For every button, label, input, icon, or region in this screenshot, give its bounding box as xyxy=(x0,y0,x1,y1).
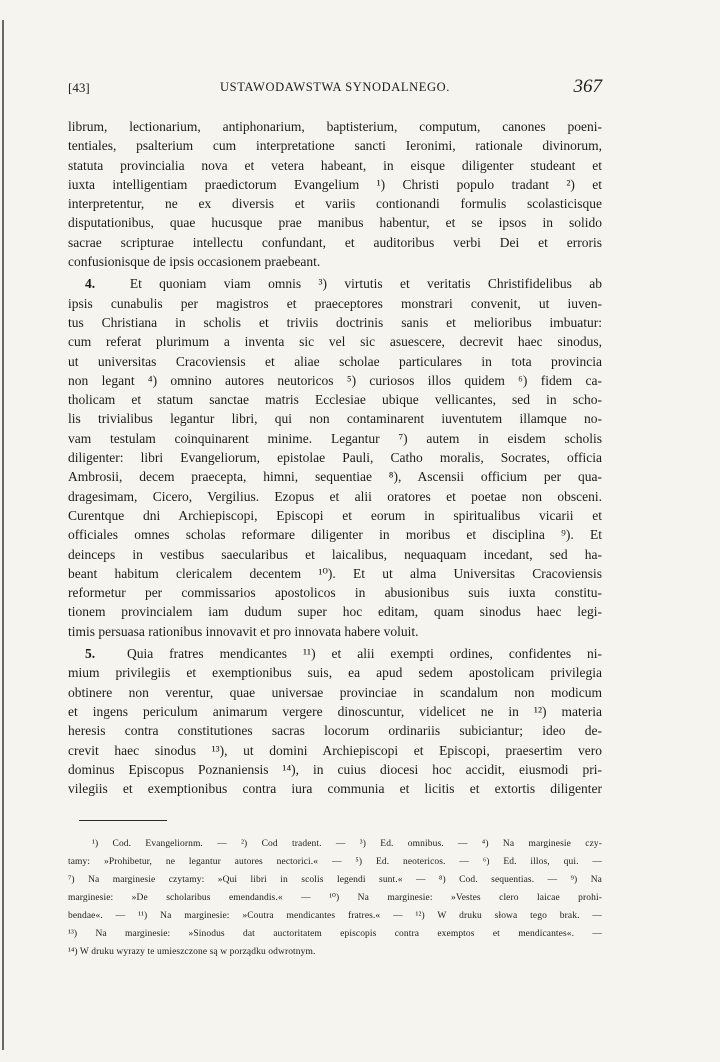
page-bracket-number: [43] xyxy=(68,80,90,95)
text-line: disputationibus, quae hucusque prae manibus habentur, et se ipsos in solido xyxy=(68,215,602,231)
footnote-line: ¹⁴) W druku wyrazy te umieszczone są w porządku odwrotnym. xyxy=(68,947,316,957)
text-line: deinceps in vestibus saecularibus et laicalibus, nequaquam incedant, sed ha- xyxy=(68,546,602,562)
footnote-line: marginesie: »De scholaribus emendandis.« — ¹⁰) Na marginesie: »Vestes clero laicae prohi- xyxy=(68,893,602,903)
text-line: mium privilegiis et exemptionibus suis, ea apud sedem apostolicam privilegia xyxy=(68,665,602,681)
paragraph-continuation xyxy=(68,117,602,271)
footnote-line: ¹³) Na marginesie: »Sinodus dat auctoritatem episcopis contra exemptos et mendicantes«. — xyxy=(68,929,602,939)
paragraph-5 xyxy=(68,644,602,798)
paragraph-4 xyxy=(68,274,602,641)
page-number: 367 xyxy=(573,76,602,97)
text-line: Ambrosii, decem praecepta, himni, sequentiae ⁸), Ascensii officium per qua- xyxy=(68,469,602,485)
footnote-line: ⁷) Na marginesie czytamy: »Qui libri in scolis legendi sunt.« — ⁸) Cod. sequentias. — ⁹) Na xyxy=(68,875,602,885)
text-line xyxy=(68,644,602,663)
text-line: et ingens periculum animarum vergere dinoscuntur, videlicet ne in ¹²) materia xyxy=(68,703,602,719)
text-line: confusionisque de ipsis occasionem praebeant. xyxy=(68,254,321,270)
text-line: lis trivialibus legantur libri, qui non contaminarent iuventutem illamque no- xyxy=(68,411,602,427)
text-line: heresis contra constitutiones sacras locorum ordinariis subiciantur; ideo de- xyxy=(68,723,602,739)
text-line: iuxta intelligentiam praedictorum Evangelium ¹) Christi populo tradant ²) et xyxy=(68,176,602,192)
text-line: Curentque dni Archiepiscopi, Episcopi et eorum in spiritualibus vicarii et xyxy=(68,507,602,523)
text-line: diligenter: libri Evangeliorum, epistolae Pauli, Catho moralis, Socrates, officia xyxy=(68,450,602,466)
footnote-line: bendae«. — ¹¹) Na marginesie: »Coutra mendicantes fratres.« — ¹²) W druku słowa tego brak. — xyxy=(68,911,602,921)
text-line: crevit haec sinodus ¹³), ut domini Archiepiscopi et Episcopi, praesertim vero xyxy=(68,742,602,758)
text-line: non legant ⁴) omnino autores neutoricos ⁵) curiosos illos quidem ⁶) fidem ca- xyxy=(68,372,602,388)
text-line: officiales omnes scholas reformare diligenter in moribus et disciplina ⁹). Et xyxy=(68,527,602,543)
main-text xyxy=(68,117,602,798)
footnote-line: tamy: »Prohibetur, ne legantur autores nectorici.« — ⁵) Ed. neotericos. — ⁶) Ed. illos, qui. — xyxy=(68,857,602,867)
text-line: vilegiis et exemptionibus contra iura communia et licitis et extortis diligenter xyxy=(68,781,602,797)
text-line: dominus Episcopus Poznaniensis ¹⁴), in cuius diocesi hoc accidit, eiusmodi pri- xyxy=(68,761,602,777)
paragraph-number: 5. xyxy=(85,646,96,662)
footnotes xyxy=(68,835,602,961)
running-title: USTAWODAWSTWA SYNODALNEGO. xyxy=(220,80,450,94)
text-line: ut universitas Cracoviensis et aliae scholae particulares in tota provincia xyxy=(68,353,602,369)
text-line xyxy=(68,274,602,293)
text-line: sacrae scripturae intellectu confundant, et auditoribus verbi Dei et erroris xyxy=(68,234,602,250)
text-line: interpretentur, ne ex diversis et variis contionandi formulis scolasticisque xyxy=(68,196,602,212)
text-line: timis persuasa rationibus innovavit et pro innovata habere voluit. xyxy=(68,623,419,639)
text-line: beant habitum clericalem decentem ¹⁰). Et ut alma Universitas Cracoviensis xyxy=(68,565,602,581)
text-line-content: Quia fratres mendicantes ¹¹) et alii exempti ordines, confidentes ni- xyxy=(127,646,603,662)
paragraph-number: 4. xyxy=(85,276,96,292)
footnote-line: ¹) Cod. Evangeliornm. — ²) Cod tradent. — ³) Ed. omnibus. — ⁴) Na marginesie czy- xyxy=(92,839,602,849)
page-edge-shadow xyxy=(2,20,4,1050)
text-line: ipsis cunabulis per magistros et praeceptores monstrari convenit, ut iuven- xyxy=(68,295,602,311)
text-line: statuta provincialia nova et vetera habeant, in eisque diligenter studeant et xyxy=(68,157,602,173)
running-header xyxy=(68,78,602,102)
text-line: tionem provincialem iam dudum super hoc editam, quam sinodus haec legi- xyxy=(68,604,602,620)
text-line: cum referat plurimum a inventa sic vel sic asuescere, decrevit haec sinodus, xyxy=(68,334,602,350)
footnote-divider xyxy=(79,820,167,821)
text-line: vam testulam coinquinarent minime. Legantur ⁷) autem in eisdem scholis xyxy=(68,430,602,446)
text-line: dragesimam, Cicero, Vergilius. Ezopus et alii oratores et poetae non obsceni. xyxy=(68,488,602,504)
text-line: librum, lectionarium, antiphonarium, baptisterium, computum, canones poeni- xyxy=(68,119,602,134)
text-line: reformetur per commissarios apostolicos in abusionibus suis iuxta constitu- xyxy=(68,585,602,601)
text-line: obtinere non verentur, quae universae provinciae in scandalum non modicum xyxy=(68,684,602,700)
text-line: tentiales, psalterium cum interpretatione sancti Ieronimi, rationale divinorum, xyxy=(68,138,602,154)
text-line-content: Et quoniam viam omnis ³) virtutis et veritatis Christifidelibus ab xyxy=(129,276,602,292)
text-line: tus Christiana in scholis et triviis doctrinis sanis et melioribus imbuatur: xyxy=(68,314,602,330)
text-line: tholicam et statum sanctae matris Ecclesiae ubique vellicantes, sed in scho- xyxy=(68,392,602,408)
